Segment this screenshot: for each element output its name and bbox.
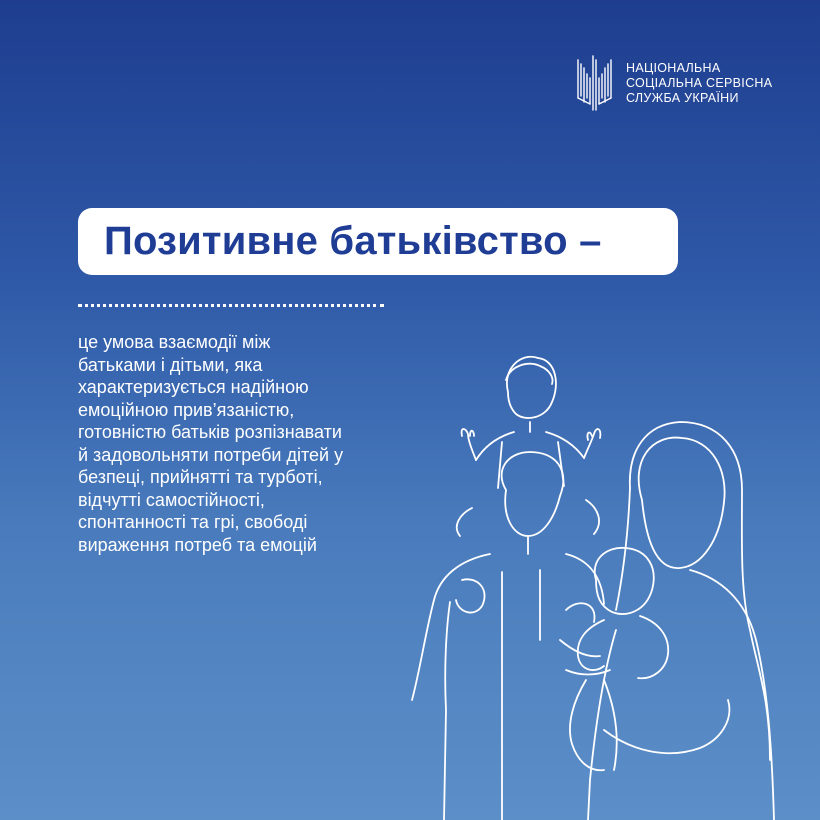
father-right-hand bbox=[566, 603, 595, 622]
family-line-art-icon bbox=[390, 340, 820, 820]
heading: Позитивне батьківство – bbox=[104, 219, 602, 263]
father-shoulders bbox=[412, 536, 604, 700]
definition-line: вираження потреб та емоцій bbox=[78, 534, 317, 555]
definition-line: спонтанності та грі, свободі bbox=[78, 512, 308, 532]
definition-text bbox=[78, 331, 408, 556]
child-left-hand bbox=[462, 429, 476, 460]
definition-line: батьками і дітьми, яка bbox=[78, 354, 263, 375]
logo-line-2: СОЦІАЛЬНА СЕРВІСНА bbox=[626, 75, 773, 90]
nssu-logo bbox=[574, 52, 772, 114]
mother-face bbox=[639, 438, 725, 568]
baby-leg-left bbox=[570, 680, 604, 770]
trident-emblem-icon bbox=[574, 52, 614, 114]
definition-line: й задовольняти потреби дітей у bbox=[78, 444, 344, 465]
child-torso bbox=[498, 442, 564, 488]
child-right-hand bbox=[584, 429, 600, 458]
definition-line: емоційною прив’язаністю, bbox=[78, 399, 295, 420]
mother-arm bbox=[588, 630, 616, 820]
definition-line: безпеці, прийнятті та турботі, bbox=[78, 467, 323, 487]
mother-shoulder bbox=[690, 570, 774, 820]
baby-leg-right bbox=[604, 680, 617, 770]
father-head bbox=[502, 452, 564, 536]
child-legs bbox=[457, 500, 599, 536]
child-shoulders bbox=[476, 422, 584, 460]
dotted-divider bbox=[78, 304, 384, 307]
definition-line: відчутті самостійності, bbox=[78, 489, 265, 510]
child-head bbox=[507, 357, 556, 418]
father-body bbox=[444, 570, 540, 820]
baby-arm bbox=[578, 620, 604, 670]
baby-body bbox=[638, 616, 668, 678]
logo-text bbox=[626, 61, 772, 106]
logo-line-1: НАЦІОНАЛЬНА bbox=[626, 60, 721, 75]
definition-line: готовністю батьків розпізнавати bbox=[78, 422, 342, 442]
definition-line: характеризується надійною bbox=[78, 377, 309, 397]
definition-line: це умова взаємодії між bbox=[78, 332, 271, 352]
logo-line-3: СЛУЖБА УКРАЇНИ bbox=[626, 90, 739, 105]
father-left-hand bbox=[456, 579, 485, 612]
father-holding-arm bbox=[560, 640, 610, 675]
mother-holding-arm bbox=[604, 700, 729, 753]
heading-box bbox=[78, 208, 678, 275]
